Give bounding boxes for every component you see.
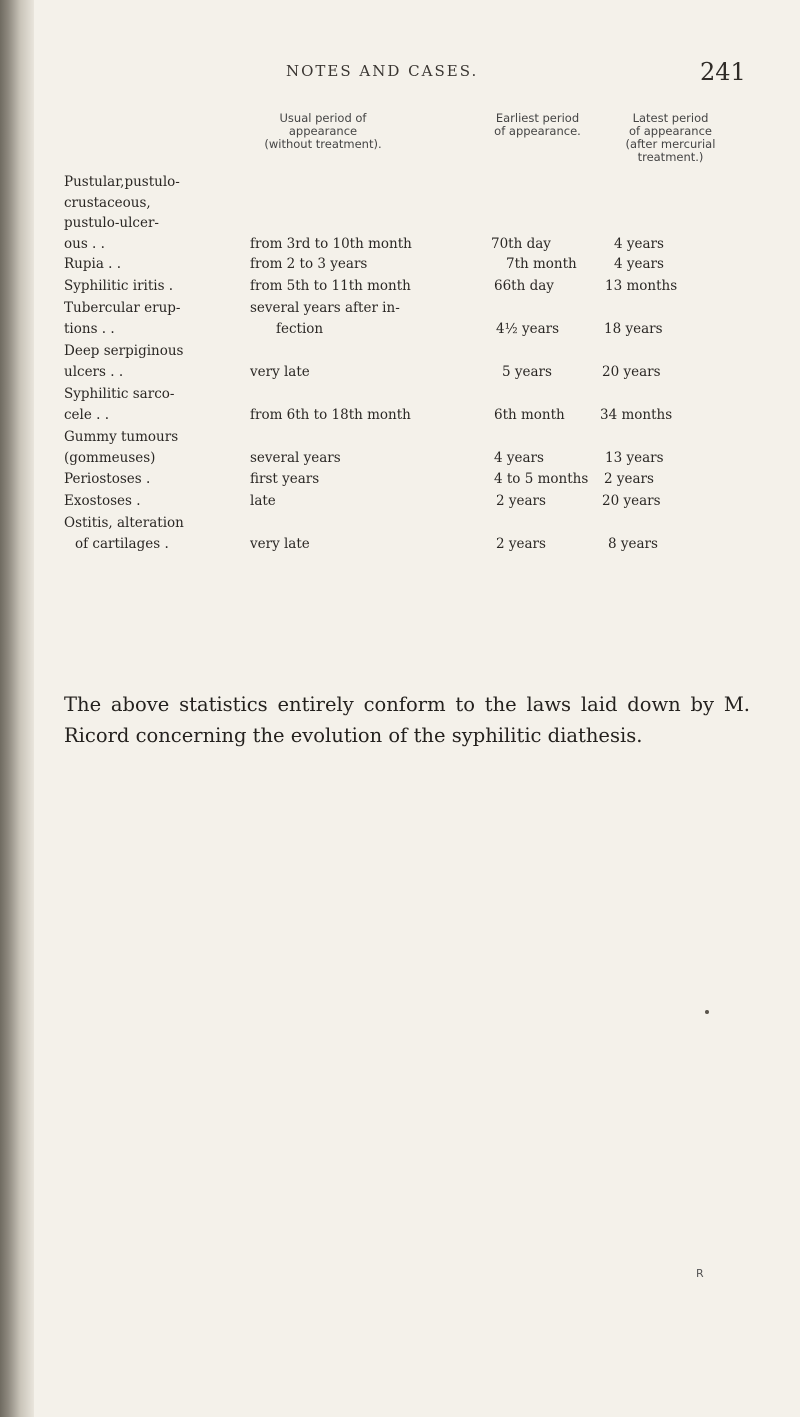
page-number: 241 [700,58,746,86]
page-header [0,58,800,92]
row-label: Pustular,pustulo- crustaceous, pustulo-ulcer- ous . . [64,174,180,252]
column-header-earliest: Earliest period of appearance. [494,111,581,138]
latest-period: 4 years [614,256,664,272]
earliest-period: 5 years [502,363,552,380]
latest-period: 13 months [605,278,678,294]
closing-paragraph: The above statistics entirely conform to the laws laid down by M. Ricord concerning the evolution of the syphilitic diathesis. [64,692,750,747]
usual-period: several years after in- fection [250,300,400,337]
usual-period: from 3rd to 10th month [250,235,412,252]
usual-period: first years [250,471,320,487]
usual-period: late [250,493,276,509]
earliest-period: 4 to 5 months [494,471,589,487]
earliest-period: 4 years [494,449,544,466]
column-header-usual: Usual period of appearance (without treatment). [264,111,382,151]
usual-period: from 2 to 3 years [250,256,368,272]
row-label: Rupia . . [64,256,122,272]
usual-period: very late [250,535,310,552]
earliest-period: 66th day [494,278,554,294]
latest-period: 34 months [600,406,673,423]
latest-period: 8 years [608,535,658,552]
earliest-period: 6th month [494,406,565,423]
row-label: Syphilitic sarco- cele . . [64,386,175,423]
row-label: Exostoses . [64,493,141,509]
earliest-period: 7th month [506,256,577,272]
earliest-period: 4½ years [496,320,560,337]
row-label: Ostitis, alteration of cartilages . [64,515,184,552]
row-label: Periostoses . [64,471,151,487]
earliest-period: 70th day [491,235,551,252]
usual-period: several years [250,449,341,466]
row-label: Gummy tumours (gommeuses) [64,429,179,466]
usual-period: very late [250,363,310,380]
page-binding-edge [0,0,34,1417]
column-header-latest: Latest period of appearance (after mercurial treatment.) [625,111,716,164]
latest-period: 20 years [602,493,661,509]
latest-period: 20 years [602,363,661,380]
signature-mark: R [696,1267,704,1280]
ink-speck [705,1010,709,1014]
earliest-period: 2 years [496,493,546,509]
row-label: Syphilitic iritis . [64,278,174,294]
row-label: Tubercular erup- tions . . [64,300,181,337]
running-title: NOTES AND CASES. [286,62,479,80]
earliest-period: 2 years [496,535,546,552]
latest-period: 2 years [604,471,654,487]
row-label: Deep serpiginous ulcers . . [64,343,184,380]
latest-period: 13 years [605,449,664,466]
usual-period: from 5th to 11th month [250,278,411,294]
latest-period: 4 years [614,235,664,252]
usual-period: from 6th to 18th month [250,406,411,423]
latest-period: 18 years [604,320,663,337]
